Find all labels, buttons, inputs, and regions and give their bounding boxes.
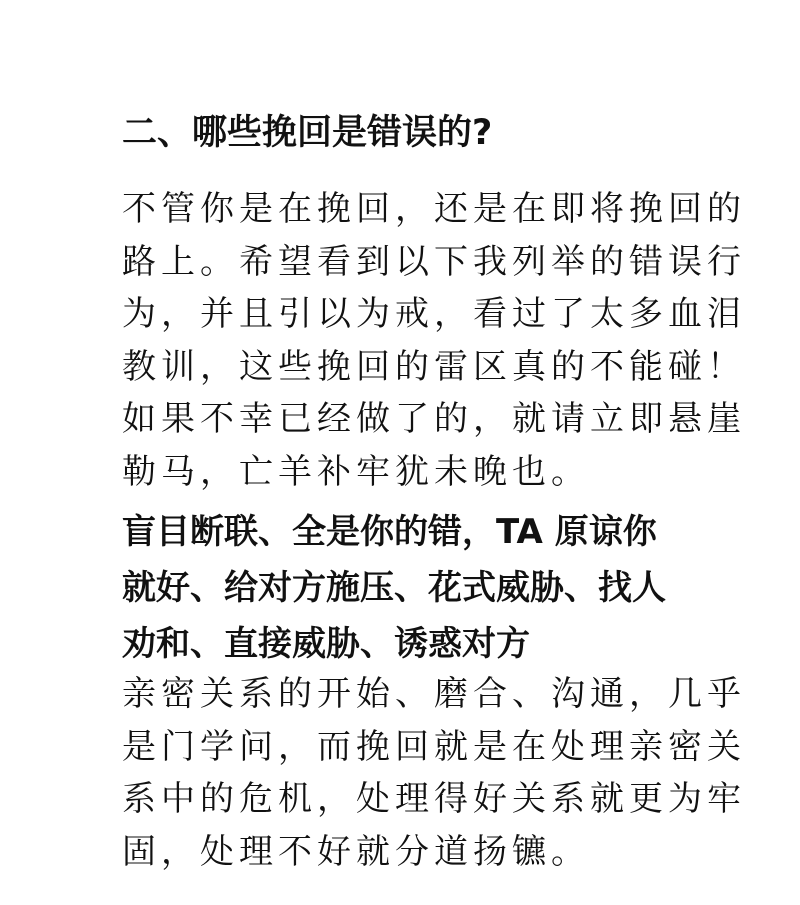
closing-paragraph [122, 668, 746, 878]
paragraph-line: 不管你是在挽回，还是在即将挽回的 [122, 189, 746, 229]
mistakes-list [122, 504, 682, 672]
paragraph-line: 固，处理不好就分道扬镳。 [122, 831, 590, 872]
paragraph-line: 教训，这些挽回的雷区真的不能碰！ [122, 346, 746, 387]
mistakes-line: 就好、给对方施压、花式威胁、找人 [122, 568, 666, 608]
paragraph-line: 为，并且引以为戒，看过了太多血泪 [122, 294, 746, 334]
paragraph-line: 是门学问，而挽回就是在处理亲密关 [122, 726, 746, 767]
paragraph-line: 如果不幸已经做了的，就请立即悬崖 [122, 399, 746, 439]
mistakes-line: 盲目断联、全是你的错，TA 原谅你 [122, 512, 657, 552]
paragraph-line: 路上。希望看到以下我列举的错误行 [122, 241, 746, 282]
intro-paragraph [122, 183, 746, 498]
mistakes-line: 劝和、直接威胁、诱惑对方 [122, 624, 530, 664]
paragraph-line: 系中的危机，处理得好关系就更为牢 [122, 779, 746, 819]
section-heading: 二、哪些挽回是错误的? [122, 113, 493, 153]
paragraph-line: 勒马，亡羊补牢犹未晚也。 [122, 451, 590, 492]
paragraph-line: 亲密关系的开始、磨合、沟通，几乎 [122, 674, 746, 714]
